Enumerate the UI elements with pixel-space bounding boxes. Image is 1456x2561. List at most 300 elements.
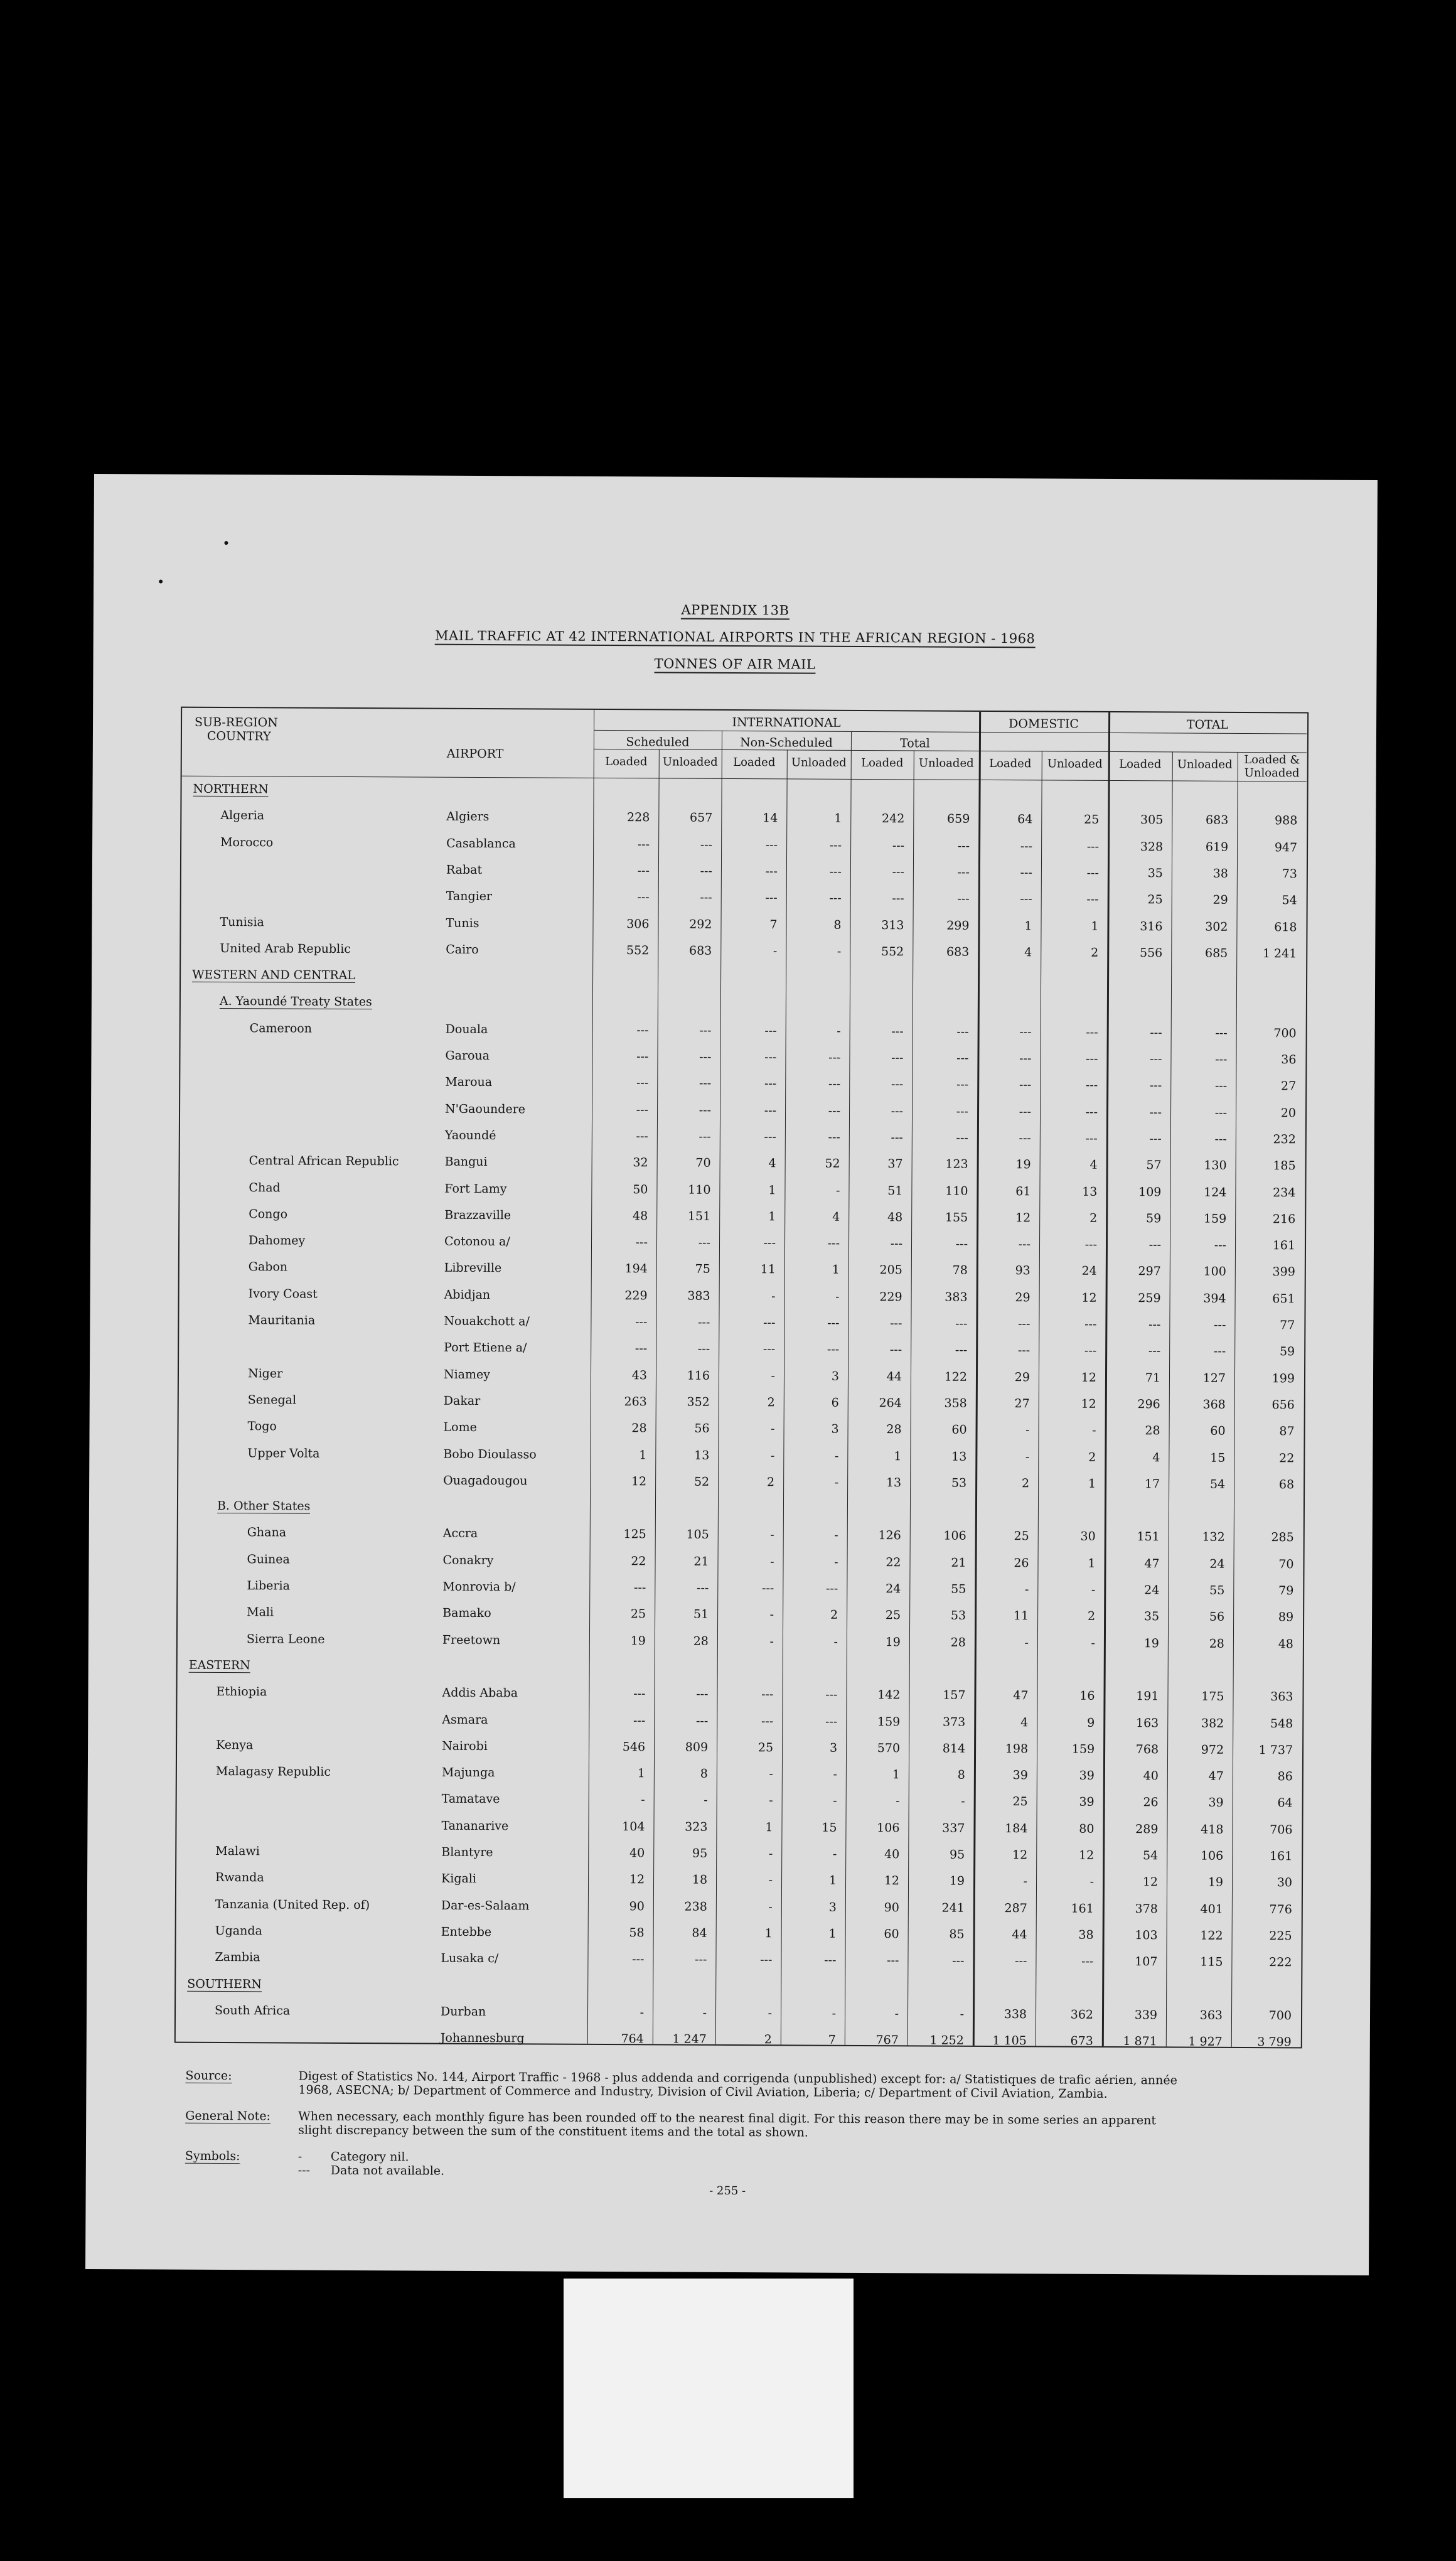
value-cell: 157: [943, 1688, 966, 1702]
value-cell: 1: [892, 1768, 900, 1782]
value-cell: -: [1025, 1423, 1030, 1437]
value-cell: ---: [828, 1050, 841, 1065]
value-cell: 352: [687, 1395, 710, 1409]
airport-cell: Niamey: [443, 1367, 491, 1382]
value-cell: 7: [769, 917, 778, 932]
value-cell: 43: [631, 1368, 648, 1382]
value-cell: -: [1023, 1874, 1028, 1889]
value-cell: 302: [1205, 920, 1228, 934]
value-cell: -: [640, 2005, 645, 2020]
value-cell: 3 799: [1257, 2035, 1292, 2049]
general-note-text: When necessary, each monthly figure has been rounded off to the nearest final digit. For this reason there may be in some series an apparent slight discrepancy between the sum of the constituent items and the total as shown.: [298, 2109, 1157, 2140]
region-heading: SOUTHERN: [187, 1977, 262, 1991]
country-cell: Upper Volta: [247, 1446, 320, 1461]
country-cell: Liberia: [247, 1579, 290, 1593]
value-cell: ---: [957, 839, 970, 853]
value-cell: 338: [1004, 2007, 1027, 2022]
value-cell: -: [771, 1422, 775, 1436]
country-cell: Zambia: [215, 1950, 260, 1965]
value-cell: ---: [1086, 1051, 1098, 1066]
value-cell: 24: [886, 1582, 901, 1596]
value-cell: ---: [890, 1316, 902, 1331]
value-cell: ---: [633, 1687, 646, 1701]
value-cell: 292: [689, 917, 712, 932]
value-cell: ---: [1019, 1051, 1032, 1066]
value-cell: ---: [824, 1953, 837, 1967]
value-cell: ---: [698, 1235, 711, 1250]
airport-cell: Durban: [440, 2004, 486, 2019]
paper-slip: [564, 2279, 854, 2498]
value-cell: 132: [1202, 1530, 1225, 1545]
country-cell: Dahomey: [248, 1233, 306, 1248]
value-cell: 768: [1135, 1742, 1159, 1757]
value-cell: -: [1025, 1449, 1030, 1464]
value-cell: ---: [1214, 1238, 1227, 1252]
country-cell: Ethiopia: [216, 1685, 267, 1699]
value-cell: 2: [1091, 945, 1099, 960]
value-cell: 1: [765, 1820, 773, 1834]
value-cell: ---: [957, 865, 970, 879]
value-cell: 1: [834, 812, 842, 826]
value-cell: ---: [764, 1023, 777, 1038]
value-cell: 52: [825, 1156, 840, 1171]
value-cell: 26: [1143, 1795, 1159, 1810]
value-cell: 106: [943, 1529, 966, 1544]
value-cell: 151: [687, 1209, 711, 1223]
value-cell: ---: [1214, 1105, 1228, 1120]
value-cell: 64: [1017, 812, 1033, 827]
value-cell: 358: [944, 1396, 967, 1410]
value-cell: 656: [1271, 1398, 1295, 1412]
value-cell: 12: [1081, 1370, 1097, 1385]
airport-cell: N'Gaoundere: [445, 1102, 526, 1116]
value-cell: 296: [1137, 1397, 1160, 1412]
value-cell: 8: [957, 1768, 965, 1782]
value-cell: ---: [1018, 1317, 1030, 1331]
value-cell: 418: [1201, 1822, 1224, 1837]
value-cell: ---: [699, 1023, 712, 1038]
value-cell: 110: [945, 1184, 968, 1198]
value-cell: 12: [1079, 1848, 1095, 1862]
value-cell: 4: [1024, 945, 1032, 960]
value-cell: ---: [891, 1130, 903, 1145]
value-cell: ---: [1086, 839, 1100, 854]
value-cell: -: [834, 1528, 838, 1543]
value-cell: ---: [825, 1714, 838, 1729]
country-cell: Rwanda: [215, 1871, 264, 1885]
value-cell: ---: [762, 1581, 774, 1596]
value-cell: 11: [760, 1262, 776, 1277]
value-cell: 25: [1084, 813, 1100, 827]
value-cell: -: [770, 1448, 775, 1463]
value-cell: ---: [1148, 1344, 1161, 1358]
value-cell: ---: [1150, 1052, 1162, 1066]
value-cell: -: [832, 1847, 837, 1861]
value-cell: 11: [1013, 1609, 1029, 1623]
value-cell: 44: [886, 1369, 902, 1383]
value-cell: ---: [1084, 1237, 1098, 1252]
value-cell: 556: [1139, 945, 1163, 960]
value-cell: ---: [635, 1235, 648, 1250]
value-cell: 68: [1278, 1478, 1295, 1492]
value-cell: 47: [1013, 1689, 1029, 1703]
value-cell: -: [771, 1368, 776, 1383]
value-cell: 685: [1204, 946, 1228, 960]
value-cell: 142: [877, 1688, 901, 1702]
value-cell: 29: [1014, 1370, 1030, 1384]
value-cell: 3: [831, 1369, 840, 1383]
value-cell: ---: [697, 1581, 709, 1595]
value-cell: 264: [879, 1396, 902, 1410]
value-cell: ---: [1017, 1343, 1030, 1358]
value-cell: 84: [692, 1926, 707, 1940]
value-cell: ---: [637, 837, 650, 851]
value-cell: 70: [695, 1156, 711, 1171]
value-cell: 7: [828, 2032, 836, 2047]
value-cell: 382: [1201, 1716, 1224, 1731]
col-header-loaded: Loaded: [989, 756, 1032, 771]
value-cell: 13: [951, 1449, 967, 1464]
value-cell: 19: [630, 1633, 646, 1648]
value-cell: 25: [885, 1608, 901, 1623]
value-cell: 59: [1145, 1211, 1162, 1226]
value-cell: ---: [695, 1952, 707, 1967]
value-cell: 53: [951, 1476, 967, 1490]
value-cell: 368: [1202, 1397, 1226, 1412]
country-cell: Uganda: [215, 1923, 262, 1938]
airport-cell: Tunis: [446, 916, 479, 930]
country-cell: Togo: [247, 1419, 277, 1434]
value-cell: ---: [1085, 1078, 1098, 1093]
value-cell: 814: [942, 1741, 966, 1756]
value-cell: ---: [632, 1952, 645, 1967]
value-cell: -: [770, 1554, 774, 1569]
value-cell: -: [1024, 1635, 1029, 1650]
value-cell: ---: [892, 838, 905, 852]
country-cell: Niger: [247, 1366, 283, 1381]
value-cell: 22: [1279, 1451, 1295, 1465]
value-cell: 378: [1135, 1901, 1158, 1916]
airport-cell: Accra: [442, 1527, 478, 1541]
col-header-unloaded: Unloaded: [1047, 757, 1103, 771]
value-cell: 32: [633, 1156, 648, 1170]
value-cell: 700: [1273, 1026, 1297, 1041]
page-number: - 255 -: [709, 2184, 746, 2198]
value-cell: 659: [947, 812, 970, 827]
value-cell: 1: [768, 1183, 776, 1197]
mail-traffic-table: [174, 707, 1309, 2049]
value-cell: 55: [951, 1582, 966, 1596]
value-cell: ---: [891, 1077, 904, 1092]
airport-cell: Brazzaville: [444, 1208, 511, 1223]
value-cell: 199: [1271, 1371, 1295, 1385]
value-cell: 25: [757, 1740, 774, 1755]
value-cell: -: [773, 944, 778, 958]
value-cell: 2: [830, 1608, 838, 1623]
value-cell: 19: [1015, 1157, 1031, 1172]
value-cell: 103: [1135, 1928, 1158, 1943]
value-cell: ---: [633, 1713, 646, 1727]
value-cell: -: [837, 1024, 841, 1038]
value-cell: 90: [629, 1899, 645, 1913]
value-cell: 109: [1138, 1184, 1162, 1199]
value-cell: 40: [629, 1846, 645, 1860]
value-cell: 238: [684, 1899, 707, 1914]
value-cell: 60: [884, 1927, 899, 1941]
value-cell: ---: [1086, 892, 1099, 907]
airport-cell: Douala: [445, 1022, 488, 1036]
value-cell: 27: [1014, 1397, 1030, 1411]
value-cell: 163: [1135, 1715, 1159, 1730]
value-cell: 159: [1071, 1742, 1095, 1756]
country-cell: Sierra Leone: [246, 1631, 325, 1646]
value-cell: 56: [694, 1421, 710, 1436]
value-cell: -: [768, 1847, 773, 1861]
value-cell: 8: [833, 918, 842, 932]
col-header-country: COUNTRY: [206, 729, 271, 744]
value-cell: 38: [1078, 1928, 1094, 1942]
value-cell: 1 252: [929, 2033, 964, 2048]
value-cell: -: [770, 1528, 774, 1542]
value-cell: 106: [877, 1820, 900, 1835]
value-cell: 60: [1210, 1424, 1226, 1439]
value-cell: ---: [700, 864, 712, 878]
value-cell: 159: [1203, 1211, 1227, 1226]
value-cell: 4: [1089, 1157, 1098, 1173]
value-cell: 12: [1081, 1397, 1096, 1411]
value-cell: 25: [1147, 893, 1163, 907]
airport-cell: Bobo Dioulasso: [443, 1447, 537, 1461]
value-cell: 12: [629, 1872, 645, 1887]
col-header-airport: AIRPORT: [446, 746, 504, 761]
value-cell: ---: [955, 1343, 968, 1358]
value-cell: -: [704, 1793, 708, 1808]
value-cell: 313: [881, 918, 904, 932]
value-cell: 85: [949, 1927, 965, 1941]
value-cell: 161: [1272, 1238, 1296, 1253]
page-title: MAIL TRAFFIC AT 42 INTERNATIONAL AIRPORTS IN THE AFRICAN REGION - 1968: [94, 626, 1377, 648]
value-cell: 216: [1272, 1211, 1296, 1227]
value-cell: 95: [950, 1847, 965, 1862]
value-cell: 323: [685, 1820, 708, 1834]
value-cell: -: [960, 2007, 965, 2021]
speck: [159, 580, 163, 584]
value-cell: 123: [945, 1157, 968, 1172]
value-cell: -: [768, 1873, 773, 1887]
value-cell: 79: [1278, 1584, 1294, 1598]
value-cell: 13: [886, 1475, 902, 1490]
value-cell: ---: [1148, 1318, 1161, 1332]
value-cell: 151: [1137, 1530, 1160, 1544]
value-cell: -: [771, 1289, 776, 1304]
value-cell: 232: [1273, 1132, 1296, 1147]
col-header-loaded-and-unloaded: Loaded &: [1244, 753, 1300, 767]
value-cell: 87: [1279, 1424, 1295, 1439]
value-cell: 19: [1207, 1875, 1224, 1890]
value-cell: 229: [624, 1288, 648, 1303]
subgroup-heading: A. Yaoundé Treaty States: [219, 994, 372, 1009]
value-cell: 3: [829, 1741, 838, 1755]
source-text: Digest of Statistics No. 144, Airport Traffic - 1968 - plus addenda and corrigenda (unpublished) except for: a/ Statistiques de trafic aérien, année 1968, ASECNA; b/ Department of Commerce and Industry, Division of Civil Aviation, Liberia; c/ Department of Civil Aviation, Zambia.: [298, 2069, 1177, 2101]
value-cell: ---: [1020, 839, 1033, 853]
value-cell: 105: [686, 1528, 709, 1542]
value-cell: ---: [1084, 1317, 1097, 1331]
value-cell: 1: [1088, 1476, 1096, 1491]
value-cell: -: [961, 1795, 965, 1809]
symbols-label: Symbols:: [185, 2149, 240, 2164]
airport-cell: Entebbe: [441, 1925, 492, 1940]
country-cell: Mauritania: [248, 1313, 316, 1328]
airport-cell: Casablanca: [446, 836, 516, 851]
value-cell: 18: [692, 1872, 708, 1887]
appendix-label: APPENDIX 13B: [94, 599, 1377, 621]
speck: [224, 541, 228, 545]
value-cell: ---: [1019, 1104, 1032, 1119]
airport-cell: Abidjan: [444, 1287, 491, 1302]
value-cell: ---: [764, 1076, 777, 1091]
value-cell: ---: [764, 1130, 776, 1144]
country-cell: Chad: [249, 1180, 281, 1195]
value-cell: ---: [956, 1130, 968, 1145]
airport-cell: Dar-es-Salaam: [441, 1898, 530, 1913]
value-cell: 40: [884, 1847, 900, 1862]
value-cell: 1 105: [992, 2034, 1027, 2048]
value-cell: 19: [949, 1874, 965, 1889]
value-cell: ---: [1086, 866, 1099, 880]
value-cell: ---: [1214, 1079, 1228, 1093]
value-cell: ---: [887, 1953, 899, 1968]
value-cell: 198: [1005, 1741, 1029, 1756]
value-cell: ---: [955, 1237, 968, 1251]
value-cell: ---: [764, 1103, 777, 1117]
airport-cell: Nouakchott a/: [444, 1314, 530, 1329]
value-cell: 104: [622, 1819, 645, 1834]
value-cell: ---: [956, 1078, 969, 1092]
value-cell: ---: [636, 1102, 649, 1117]
value-cell: 39: [1079, 1795, 1095, 1810]
airport-cell: Ouagadougou: [443, 1473, 528, 1488]
value-cell: -: [832, 2006, 837, 2021]
value-cell: 546: [622, 1739, 646, 1754]
value-cell: 21: [693, 1554, 709, 1569]
value-cell: 15: [822, 1820, 837, 1835]
value-cell: 90: [884, 1900, 899, 1914]
value-cell: 56: [1209, 1610, 1225, 1624]
value-cell: ---: [763, 1342, 776, 1356]
country-cell: United Arab Republic: [220, 941, 351, 956]
value-cell: 1: [894, 1449, 902, 1463]
col-header-unloaded: Unloaded: [1177, 758, 1233, 771]
value-cell: 234: [1273, 1185, 1296, 1200]
value-cell: 287: [1004, 1901, 1027, 1915]
col-header-nonscheduled: Non-Scheduled: [739, 736, 833, 750]
value-cell: 222: [1269, 1955, 1292, 1970]
value-cell: ---: [1020, 866, 1032, 880]
value-cell: 159: [877, 1714, 901, 1729]
value-cell: ---: [1214, 1318, 1226, 1332]
value-cell: ---: [828, 1103, 841, 1118]
value-cell: 25: [630, 1607, 646, 1621]
value-cell: 60: [951, 1422, 967, 1437]
value-cell: 394: [1203, 1291, 1226, 1306]
value-cell: 70: [1278, 1557, 1294, 1572]
value-cell: 54: [1143, 1849, 1159, 1863]
value-cell: 306: [626, 916, 650, 931]
value-cell: 106: [1200, 1849, 1224, 1863]
value-cell: 2: [1089, 1211, 1098, 1225]
airport-cell: Maroua: [445, 1075, 493, 1090]
country-cell: Malawi: [215, 1844, 260, 1859]
value-cell: 38: [1212, 866, 1228, 881]
value-cell: 673: [1070, 2034, 1093, 2048]
country-cell: South Africa: [214, 2003, 291, 2018]
value-cell: ---: [956, 1051, 969, 1065]
value-cell: 78: [952, 1264, 968, 1278]
value-cell: 1 871: [1123, 2034, 1157, 2049]
col-header-total: TOTAL: [1186, 717, 1229, 732]
value-cell: -: [894, 2007, 899, 2021]
value-cell: 6: [831, 1395, 839, 1410]
value-cell: 1: [768, 1210, 776, 1224]
value-cell: 14: [763, 811, 778, 825]
airport-cell: Johannesburg: [440, 2031, 525, 2046]
value-cell: 552: [626, 943, 650, 958]
col-header-international: INTERNATIONAL: [732, 715, 841, 730]
value-cell: 548: [1270, 1716, 1293, 1731]
value-cell: 30: [1080, 1530, 1096, 1544]
value-cell: ---: [698, 1315, 710, 1329]
airport-cell: Port Etiene a/: [444, 1341, 527, 1355]
airport-cell: Conakry: [442, 1553, 494, 1567]
value-cell: -: [641, 1793, 645, 1807]
value-cell: 37: [887, 1157, 903, 1171]
value-cell: 289: [1135, 1822, 1159, 1836]
value-cell: 27: [1281, 1079, 1297, 1093]
value-cell: ---: [892, 891, 904, 906]
value-cell: 25: [1012, 1795, 1028, 1809]
value-cell: ---: [635, 1315, 648, 1329]
value-cell: ---: [763, 1316, 776, 1330]
value-cell: 2: [1088, 1450, 1096, 1464]
value-cell: ---: [760, 1953, 773, 1967]
value-cell: ---: [1019, 1131, 1031, 1146]
airport-cell: Dakar: [443, 1393, 481, 1408]
value-cell: 71: [1145, 1370, 1161, 1385]
value-cell: 29: [1212, 893, 1228, 908]
value-cell: 12: [631, 1474, 647, 1489]
value-cell: 115: [1200, 1955, 1223, 1970]
page-subtitle: TONNES OF AIR MAIL: [93, 653, 1376, 675]
value-cell: 28: [886, 1422, 902, 1437]
value-cell: ---: [634, 1581, 646, 1595]
value-cell: 39: [1079, 1768, 1095, 1783]
value-cell: 3: [828, 1900, 837, 1914]
value-cell: ---: [1020, 892, 1032, 906]
value-cell: 2: [767, 1395, 775, 1410]
value-cell: ---: [1213, 1345, 1226, 1359]
col-header-loaded: Loaded: [605, 754, 648, 769]
value-cell: -: [769, 1767, 773, 1781]
value-cell: 700: [1268, 2008, 1292, 2023]
value-cell: -: [833, 1767, 837, 1781]
value-cell: 1: [828, 1926, 837, 1941]
value-cell: 3: [831, 1422, 839, 1437]
value-cell: 122: [1200, 1928, 1223, 1943]
value-cell: ---: [891, 1024, 904, 1039]
value-cell: 16: [1079, 1689, 1095, 1704]
value-cell: ---: [697, 1342, 710, 1356]
col-header-loaded-and-unloaded: Unloaded: [1244, 766, 1300, 780]
